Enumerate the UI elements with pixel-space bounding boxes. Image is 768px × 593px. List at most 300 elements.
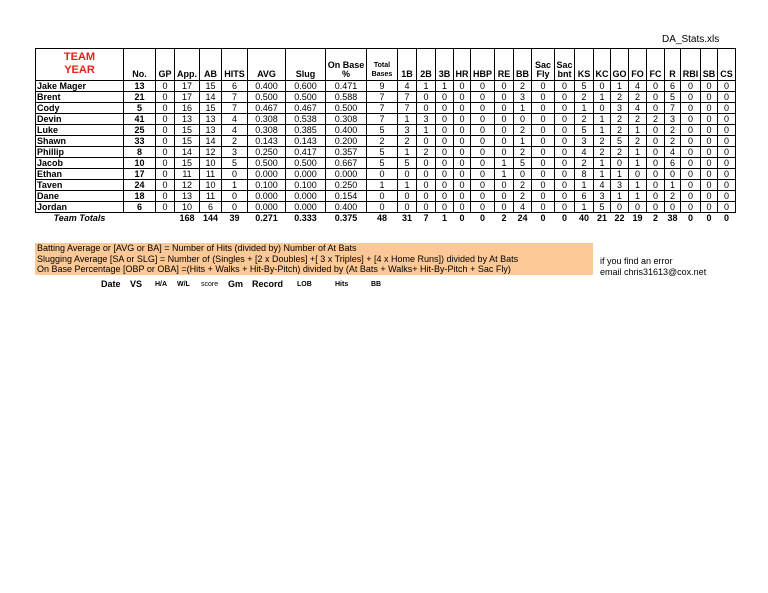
stat-cell: 0	[555, 180, 575, 191]
stat-cell: 0	[156, 136, 175, 147]
stat-cell: 14	[200, 136, 222, 147]
total-cell: 168	[179, 212, 195, 223]
stat-cell: 1	[665, 180, 681, 191]
team-totals-label: Team Totals	[53, 212, 106, 223]
stat-cell: 0	[222, 202, 248, 213]
stat-cell: 0	[471, 114, 495, 125]
stat-cell: 0	[681, 191, 701, 202]
stat-cell: 2	[514, 81, 532, 92]
stat-cell: 1	[594, 158, 611, 169]
stat-cell: 0	[701, 81, 718, 92]
stat-cell: 0	[417, 103, 436, 114]
slugging-average-definition: Slugging Average [SA or SLG] = Number of (Singles + [2 x Doubles] +[ 3 x Triples] + [4 x Home Runs]) divided by At Bats	[37, 253, 519, 264]
stat-cell: 0	[681, 202, 701, 213]
stat-cell: 2	[417, 147, 436, 158]
col-header: FC	[647, 49, 665, 81]
stat-cell: 0.467	[248, 103, 286, 114]
stat-cell: 0.600	[286, 81, 326, 92]
stat-cell: 2	[514, 147, 532, 158]
contact-email: email chris31613@cox.net	[600, 267, 707, 277]
player-row	[36, 158, 736, 169]
stat-cell: 2	[629, 136, 647, 147]
player-row	[36, 103, 736, 114]
stat-cell: 0	[471, 169, 495, 180]
player-name: Luke	[36, 125, 124, 136]
stat-cell: 0	[701, 92, 718, 103]
stat-cell: 1	[594, 114, 611, 125]
stat-cell: 0	[156, 169, 175, 180]
stat-cell: 0	[436, 180, 454, 191]
stat-cell: 3	[665, 114, 681, 125]
col-header: R	[665, 49, 681, 81]
total-cell	[124, 213, 156, 224]
stat-cell: 3	[417, 114, 436, 125]
stat-cell: 0	[436, 103, 454, 114]
stat-cell: 3	[575, 136, 594, 147]
stat-cell: 1	[611, 169, 629, 180]
stat-cell: 0.308	[248, 114, 286, 125]
stat-cell: 0	[436, 114, 454, 125]
batting-average-definition: Batting Average or [AVG or BA] = Number of Hits (divided by) Number of At Bats	[37, 243, 357, 253]
stat-cell: 0	[555, 136, 575, 147]
stat-cell: 1	[594, 169, 611, 180]
stat-cell: 0.000	[286, 169, 326, 180]
col-header-text: Sac Fly	[534, 60, 551, 79]
stat-cell: 0	[471, 191, 495, 202]
total-cell: 0	[723, 212, 729, 223]
col-header: 2B	[417, 49, 436, 81]
stat-cell: 6	[665, 81, 681, 92]
stat-cell: 0	[718, 103, 736, 114]
stat-cell: 0	[647, 125, 665, 136]
stat-cell: 0	[398, 191, 417, 202]
stat-cell: 0	[594, 81, 611, 92]
stat-cell: 0	[647, 180, 665, 191]
stat-cell: 0	[718, 169, 736, 180]
stat-cell: 4	[629, 103, 647, 114]
stat-cell: 5	[367, 125, 398, 136]
stat-cell: 1	[629, 158, 647, 169]
stat-cell: 3	[594, 191, 611, 202]
stat-cell: 14	[175, 147, 200, 158]
col-header: BB	[514, 49, 532, 81]
stat-cell: 2	[575, 92, 594, 103]
col-header: HITS	[222, 49, 248, 81]
stat-cell: 0	[555, 103, 575, 114]
stat-cell: 0	[532, 191, 555, 202]
stat-cell: 0	[454, 125, 471, 136]
stat-cell: 0	[532, 180, 555, 191]
stat-cell: 2	[594, 136, 611, 147]
stat-cell: 0	[718, 114, 736, 125]
stat-cell: 0	[681, 136, 701, 147]
stat-cell: 2	[611, 114, 629, 125]
stat-cell: 0.467	[286, 103, 326, 114]
error-contact	[600, 256, 706, 278]
stat-cell: 0.385	[286, 125, 326, 136]
stat-cell: 13	[200, 114, 222, 125]
player-row	[36, 191, 736, 202]
game-col-bb: BB	[371, 281, 382, 288]
team-label: TEAM	[63, 51, 96, 63]
stat-cell: 5	[611, 136, 629, 147]
total-cell: 144	[202, 212, 219, 223]
stat-cell: 5	[367, 147, 398, 158]
stat-cell: 2	[629, 114, 647, 125]
stat-cell: 17	[175, 92, 200, 103]
stat-cell: 0	[681, 125, 701, 136]
stat-cell: 0	[367, 202, 398, 213]
stat-cell: 2	[367, 136, 398, 147]
player-row	[36, 202, 736, 213]
stat-cell: 0	[701, 147, 718, 158]
stat-cell: 0	[555, 191, 575, 202]
stat-cell: 0.471	[326, 81, 367, 92]
stat-cell: 0	[417, 191, 436, 202]
stat-cell: 0	[156, 114, 175, 125]
total-cell: 39	[229, 212, 240, 223]
stat-cell: 11	[200, 169, 222, 180]
stat-cell: 1	[575, 180, 594, 191]
stat-cell: 1	[222, 180, 248, 191]
stat-cell: 1	[417, 81, 436, 92]
stat-cell: 0	[681, 147, 701, 158]
stat-cell: 7	[222, 103, 248, 114]
stat-cell: 0	[471, 158, 495, 169]
formula-legend	[35, 243, 593, 275]
stat-cell: 1	[611, 191, 629, 202]
team-totals-row	[36, 213, 736, 224]
stat-cell: 0	[629, 202, 647, 213]
stat-cell: 1	[367, 180, 398, 191]
stat-cell: 2	[514, 191, 532, 202]
stat-cell: 0	[417, 158, 436, 169]
player-rows	[36, 81, 736, 213]
stat-cell: 0.500	[286, 158, 326, 169]
stat-cell: 0.538	[286, 114, 326, 125]
stat-cell: 0	[471, 180, 495, 191]
stat-cell: 0	[718, 147, 736, 158]
stat-cell: 0	[532, 103, 555, 114]
stat-cell: 15	[175, 158, 200, 169]
stat-cell: 0	[701, 191, 718, 202]
stat-cell: 0.357	[326, 147, 367, 158]
stat-cell: 5	[398, 158, 417, 169]
stat-cell: 24	[124, 180, 156, 191]
stat-cell: 0.100	[248, 180, 286, 191]
stat-cell: 2	[514, 125, 532, 136]
stat-cell: 17	[175, 81, 200, 92]
stat-cell: 2	[575, 114, 594, 125]
player-name: Jake Mager	[36, 81, 124, 92]
stat-cell: 0	[471, 92, 495, 103]
total-cell: 31	[401, 212, 412, 223]
stat-cell: 0	[514, 114, 532, 125]
stat-cell: 0	[665, 202, 681, 213]
total-cell: 48	[376, 212, 387, 223]
stat-cell: 4	[575, 147, 594, 158]
stat-cell: 0	[454, 103, 471, 114]
stat-cell: 0	[681, 158, 701, 169]
header-row	[36, 49, 736, 81]
stat-cell: 5	[575, 81, 594, 92]
stats-table	[35, 48, 736, 223]
stat-cell: 0.500	[326, 103, 367, 114]
stat-cell: 3	[611, 180, 629, 191]
stat-cell: 0	[701, 180, 718, 191]
stat-cell: 2	[398, 136, 417, 147]
stat-cell: 16	[175, 103, 200, 114]
total-cell: 40	[578, 212, 589, 223]
stat-cell: 3	[514, 92, 532, 103]
stat-cell: 5	[575, 125, 594, 136]
stat-cell: 0	[555, 169, 575, 180]
col-header: AVG	[248, 49, 286, 81]
stat-cell: 0	[156, 125, 175, 136]
stat-cell: 1	[575, 202, 594, 213]
total-cell: 0	[540, 212, 546, 223]
stat-cell: 0	[436, 147, 454, 158]
stat-cell: 6	[124, 202, 156, 213]
stat-cell: 0	[495, 191, 514, 202]
stat-cell: 1	[436, 81, 454, 92]
stat-cell: 0	[647, 136, 665, 147]
col-header-text: Total Bases	[371, 62, 393, 78]
stat-cell: 0	[718, 158, 736, 169]
stat-cell: 0	[555, 158, 575, 169]
stat-cell: 0	[471, 136, 495, 147]
stat-cell: 0.308	[248, 125, 286, 136]
year-label: YEAR	[64, 64, 95, 76]
stat-cell: 17	[124, 169, 156, 180]
stat-cell: 0	[681, 103, 701, 114]
stat-cell: 0	[611, 158, 629, 169]
stat-cell: 33	[124, 136, 156, 147]
game-col-date: Date	[101, 279, 121, 289]
stat-cell: 0	[701, 158, 718, 169]
stat-cell: 5	[514, 158, 532, 169]
stat-cell: 0	[495, 103, 514, 114]
stat-cell: 0	[555, 114, 575, 125]
col-header-text: Sac bnt	[556, 60, 573, 79]
stat-cell: 10	[200, 180, 222, 191]
stat-cell: 0	[665, 169, 681, 180]
on-base-percentage-definition: On Base Percentage [OBP or OBA] =(Hits + Walks + Hit-By-Pitch) divided by (At Bats + Walks+ Hit-By-Pitch + Sac Fly)	[37, 264, 511, 274]
stat-cell: 0	[367, 191, 398, 202]
stat-cell: 0	[647, 202, 665, 213]
stat-cell: 0.250	[326, 180, 367, 191]
stat-cell: 0	[398, 202, 417, 213]
stat-cell: 0.154	[326, 191, 367, 202]
stat-cell: 0	[532, 158, 555, 169]
contact-note: if you find an error	[600, 256, 673, 266]
stat-cell: 1	[575, 103, 594, 114]
stat-cell: 0	[701, 169, 718, 180]
stat-cell: 0	[367, 169, 398, 180]
stat-cell: 0	[222, 191, 248, 202]
total-cell: 1	[441, 212, 447, 223]
stat-cell: 1	[398, 180, 417, 191]
stat-cell: 0	[417, 136, 436, 147]
stat-cell: 0	[514, 169, 532, 180]
stat-cell: 0	[701, 114, 718, 125]
stat-cell: 0	[555, 125, 575, 136]
player-name: Dane	[36, 191, 124, 202]
game-col-score: score	[201, 281, 219, 288]
stat-cell: 0.400	[248, 81, 286, 92]
stat-cell: 0	[454, 180, 471, 191]
stat-cell: 2	[629, 92, 647, 103]
game-col-win-loss: W/L	[177, 281, 190, 288]
file-name: DA_Stats.xls	[662, 34, 720, 45]
player-name: Shawn	[36, 136, 124, 147]
stat-cell: 1	[495, 158, 514, 169]
stat-cell: 0	[471, 202, 495, 213]
stat-cell: 0	[555, 147, 575, 158]
stat-cell: 0	[436, 136, 454, 147]
stat-cell: 5	[222, 158, 248, 169]
stat-cell: 3	[222, 147, 248, 158]
stat-cell: 1	[417, 125, 436, 136]
stat-cell: 1	[514, 136, 532, 147]
total-cell: 0.375	[334, 212, 358, 223]
col-header-text: On Base %	[327, 60, 365, 79]
col-header: GP	[156, 49, 175, 81]
stat-cell: 0	[156, 191, 175, 202]
stat-cell: 2	[665, 125, 681, 136]
stat-cell: 13	[200, 125, 222, 136]
stat-cell: 2	[611, 147, 629, 158]
stat-cell: 11	[175, 169, 200, 180]
stat-cell: 4	[514, 202, 532, 213]
player-name: Cody	[36, 103, 124, 114]
stat-cell: 10	[124, 158, 156, 169]
stat-cell: 1	[629, 125, 647, 136]
stat-cell: 0	[681, 169, 701, 180]
player-name: Taven	[36, 180, 124, 191]
player-row	[36, 92, 736, 103]
stat-cell: 0	[718, 81, 736, 92]
stat-cell: 0.000	[248, 202, 286, 213]
player-row	[36, 125, 736, 136]
player-name: Jordan	[36, 202, 124, 213]
stat-cell: 0.667	[326, 158, 367, 169]
stat-cell: 0	[718, 202, 736, 213]
stat-cell: 0	[471, 103, 495, 114]
col-header: Slug	[286, 49, 326, 81]
stat-cell: 1	[398, 114, 417, 125]
total-cell: 21	[596, 212, 607, 223]
stat-cell: 2	[594, 147, 611, 158]
col-header: AB	[200, 49, 222, 81]
stat-cell: 0	[718, 92, 736, 103]
stat-cell: 0	[718, 136, 736, 147]
stat-cell: 7	[222, 92, 248, 103]
stat-cell: 18	[124, 191, 156, 202]
stat-cell: 0	[647, 81, 665, 92]
stat-cell: 0	[454, 169, 471, 180]
stat-cell: 0	[555, 202, 575, 213]
stat-cell: 11	[200, 191, 222, 202]
stat-cell: 0	[532, 125, 555, 136]
stat-cell: 0.000	[248, 169, 286, 180]
stat-cell: 0	[436, 169, 454, 180]
stat-cell: 15	[175, 125, 200, 136]
player-row	[36, 114, 736, 125]
stat-cell: 0	[417, 169, 436, 180]
stat-cell: 5	[665, 92, 681, 103]
stat-cell: 2	[514, 180, 532, 191]
stat-cell: 0	[532, 114, 555, 125]
stat-cell: 5	[594, 202, 611, 213]
col-header: HBP	[471, 49, 495, 81]
stat-cell: 2	[665, 191, 681, 202]
game-col-record: Record	[252, 279, 284, 289]
stat-cell: 0.000	[326, 169, 367, 180]
stat-cell: 0	[398, 169, 417, 180]
stat-cell: 0	[454, 81, 471, 92]
stat-cell: 0.500	[286, 92, 326, 103]
stat-cell: 6	[200, 202, 222, 213]
stat-cell: 0	[495, 114, 514, 125]
stat-cell: 0	[454, 158, 471, 169]
stat-cell: 0	[495, 81, 514, 92]
col-header: No.	[124, 49, 156, 81]
stat-cell: 0.143	[248, 136, 286, 147]
stat-cell: 0	[436, 191, 454, 202]
player-row	[36, 147, 736, 158]
col-header: KC	[594, 49, 611, 81]
stat-cell: 0	[454, 92, 471, 103]
stat-cell: 14	[200, 92, 222, 103]
stat-cell: 15	[200, 103, 222, 114]
stat-cell: 0	[647, 92, 665, 103]
total-cell: 0	[561, 212, 567, 223]
stat-cell: 0	[495, 180, 514, 191]
stat-cell: 7	[367, 103, 398, 114]
stat-cell: 0	[611, 202, 629, 213]
stat-cell: 0	[454, 136, 471, 147]
stat-cell: 0	[495, 125, 514, 136]
game-col-vs: VS	[130, 279, 143, 289]
stat-cell: 0	[555, 81, 575, 92]
total-cell: 0	[459, 212, 465, 223]
stat-cell: 1	[594, 92, 611, 103]
stat-cell: 2	[665, 136, 681, 147]
player-name: Ethan	[36, 169, 124, 180]
stat-cell: 5	[367, 158, 398, 169]
stat-cell: 0	[532, 136, 555, 147]
col-header: RBI	[681, 49, 701, 81]
stat-cell: 0.500	[248, 92, 286, 103]
total-cell: 19	[632, 212, 643, 223]
stat-cell: 0	[532, 147, 555, 158]
stat-cell: 0	[495, 202, 514, 213]
stat-cell: 0	[417, 92, 436, 103]
stat-cell: 1	[398, 147, 417, 158]
stat-cell: 6	[665, 158, 681, 169]
stat-cell: 0	[454, 147, 471, 158]
stat-cell: 0	[647, 169, 665, 180]
stat-cell: 0	[532, 169, 555, 180]
stat-cell: 13	[175, 114, 200, 125]
stat-cell: 1	[611, 81, 629, 92]
stat-cell: 0.000	[286, 191, 326, 202]
stat-cell: 0	[718, 125, 736, 136]
stat-cell: 0	[647, 158, 665, 169]
stat-cell: 0.588	[326, 92, 367, 103]
stat-cell: 3	[398, 125, 417, 136]
